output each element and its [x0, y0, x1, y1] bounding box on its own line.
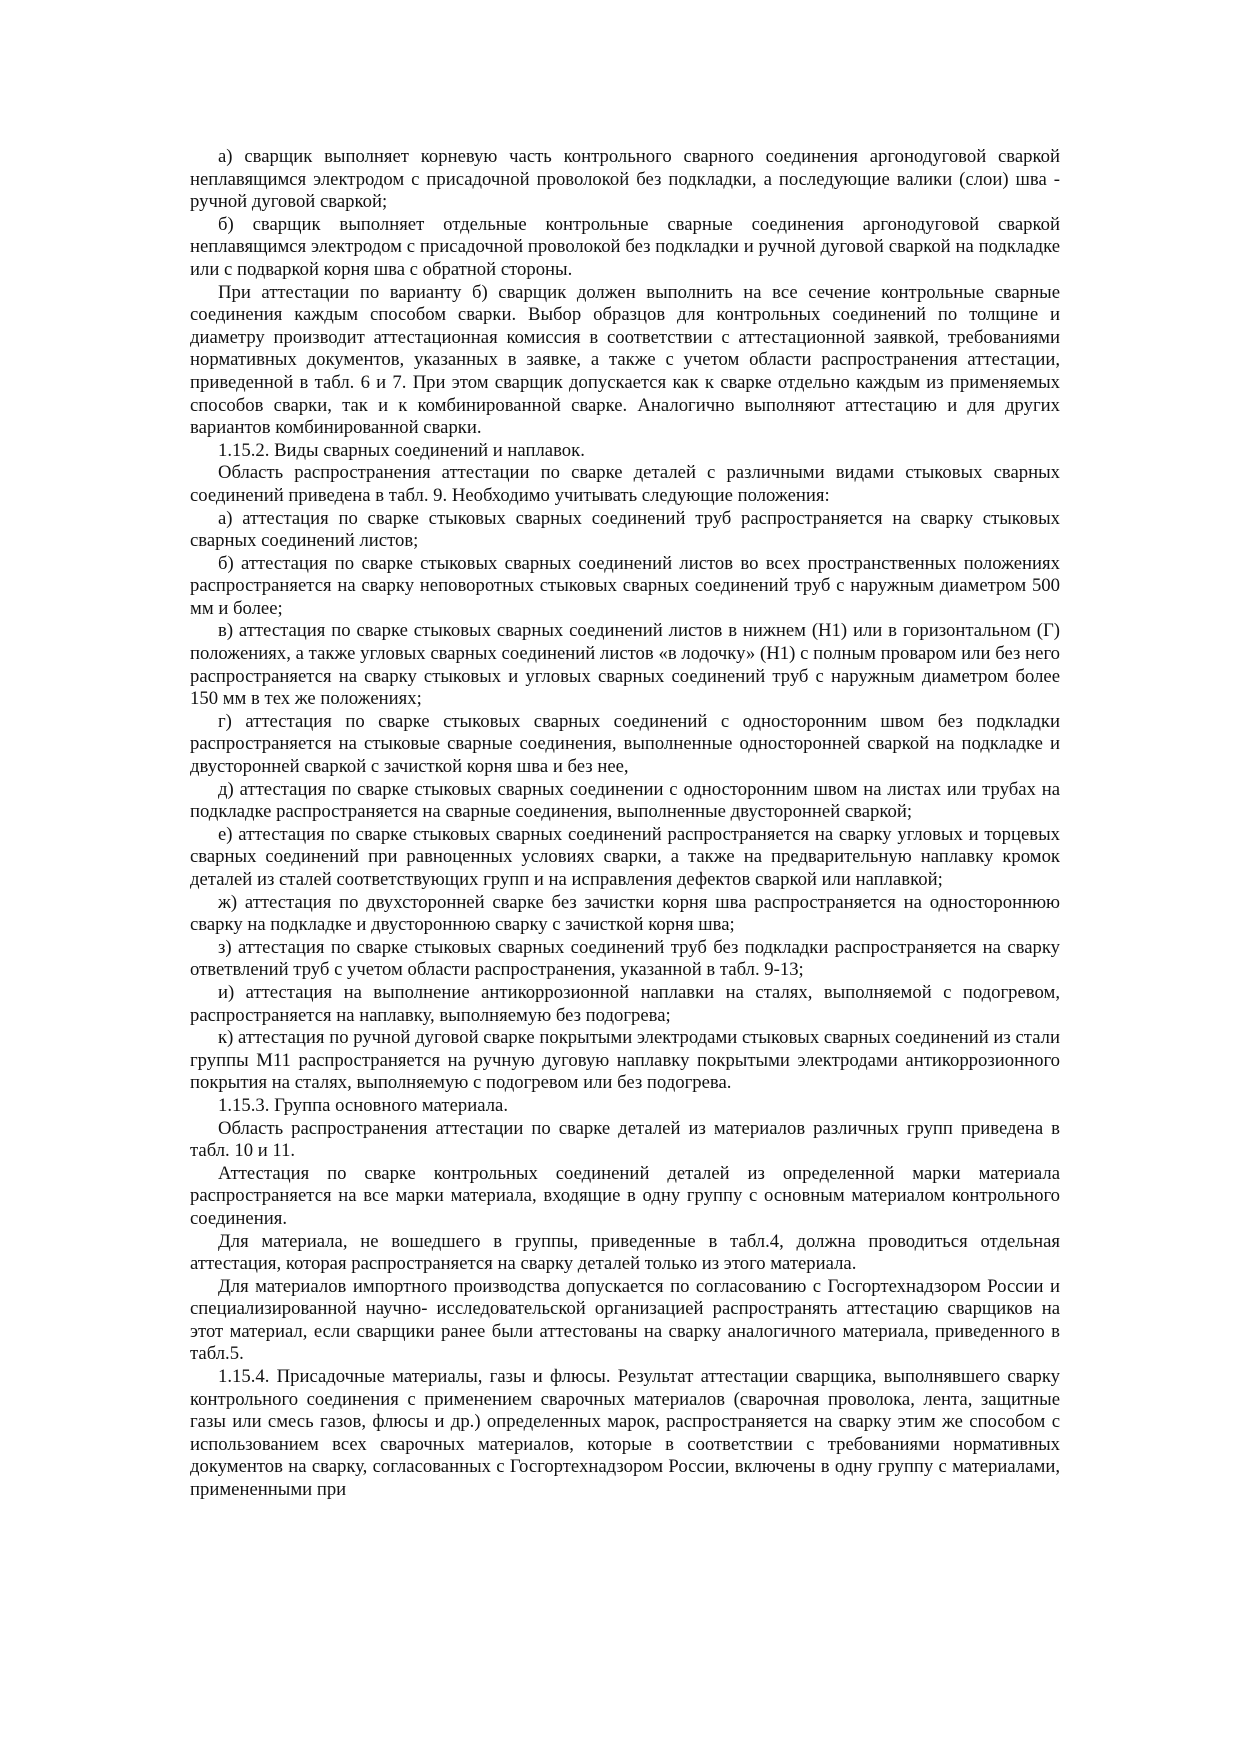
list-item-d: д) аттестация по сварке стыковых сварных соединении с односторонним швом на листах или трубах на подкладке распространяется на сварные соединения, выполненные двусторонней сваркой;: [190, 778, 1060, 823]
paragraph-b-separate-joints: б) сварщик выполняет отдельные контрольные сварные соединения аргонодуговой сваркой неплавящимся электродом с присадочной проволокой без подкладки и ручной дуговой сваркой на подкладке или с подваркой корня шва с обратной стороны.: [190, 213, 1060, 280]
paragraph-a-root-pass: а) сварщик выполняет корневую часть контрольного сварного соединения аргонодуговой сваркой неплавящимся электродом с присадочной проволокой без подкладки, а последующие валики (слои) шва - ручной дуговой сваркой;: [190, 146, 1060, 213]
section-heading-1-15-3: 1.15.3. Группа основного материала.: [218, 1094, 508, 1116]
paragraph-material-grade: Аттестация по сварке контрольных соединений деталей из определенной марки материала распространяется на все марки материала, входящие в одну группу с основным материалом контрольного соединения.: [190, 1162, 1060, 1229]
list-item-e: е) аттестация по сварке стыковых сварных соединений распространяется на сварку угловых и торцевых сварных соединений при равноценных условиях сварки, а также на предварительную наплавку кромок деталей из сталей соответствующих групп и на исправления дефектов сваркой или наплавкой;: [190, 823, 1060, 890]
list-item-z: з) аттестация по сварке стыковых сварных соединений труб без подкладки распространяется на сварку ответвлений труб с учетом области распространения, указанной в табл. 9-13;: [190, 936, 1060, 981]
paragraph-ungrouped-material: Для материала, не вошедшего в группы, приведенные в табл.4, должна проводиться отдельная аттестация, которая распространяется на сварку деталей только из этого материала.: [190, 1230, 1060, 1275]
document-page: [190, 146, 1060, 1502]
list-item-b: б) аттестация по сварке стыковых сварных соединений листов во всех пространственных положениях распространяется на сварку неповоротных стыковых сварных соединений труб с наружным диаметром 500 мм и более;: [190, 552, 1060, 619]
list-item-i: и) аттестация на выполнение антикоррозионной наплавки на сталях, выполняемой с подогревом, распространяется на наплавку, выполняемую без подогрева;: [190, 981, 1060, 1026]
list-item-a: а) аттестация по сварке стыковых сварных соединений труб распространяется на сварку стыковых сварных соединений листов;: [190, 507, 1060, 552]
paragraph-scope-joint-types: Область распространения аттестации по сварке деталей с различными видами стыковых сварных соединений приведена в табл. 9. Необходимо учитывать следующие положения:: [190, 462, 1060, 506]
section-heading-1-15-2: 1.15.2. Виды сварных соединений и наплавок.: [218, 439, 585, 461]
paragraph-material-groups: Область распространения аттестации по сварке деталей из материалов различных групп приведена в табл. 10 и 11.: [190, 1117, 1060, 1162]
list-item-v: в) аттестация по сварке стыковых сварных соединений листов в нижнем (Н1) или в горизонтальном (Г) положениях, а также угловых сварных соединений листов «в лодочку» (Н1) с полным проваром или без него распространяется на сварку стыковых и угловых сварных соединений труб с наружным диаметром более 150 мм в тех же положениях;: [190, 620, 1060, 710]
list-item-k: к) аттестация по ручной дуговой сварке покрытыми электродами стыковых сварных соединений из стали группы М11 распространяется на ручную дуговую наплавку покрытыми электродами антикоррозионного покрытия на сталях, выполняемую с подогревом или без подогрева.: [190, 1027, 1060, 1094]
list-item-g: г) аттестация по сварке стыковых сварных соединений с односторонним швом без подкладки распространяется на стыковые сварные соединения, выполненные односторонней сваркой на подкладке и двусторонней сваркой с зачисткой корня шва и без нее,: [190, 710, 1060, 778]
paragraph-variant-b: При аттестации по варианту б) сварщик должен выполнить на все сечение контрольные сварные соединения каждым способом сварки. Выбор образцов для контрольных соединений по толщине и диаметру производит аттестационная комиссия в соответствии с аттестационной заявкой, требованиями нормативных документов, указанных в заявке, а также с учетом области распространения аттестации, приведенной в табл. 6 и 7. При этом сварщик допускается как к сварке отдельно каждым из применяемых способов сварки, так и к комбинированной сварке. Аналогично выполняют аттестацию и для других вариантов комбинированной сварки.: [190, 281, 1060, 439]
section-1-15-4-filler-materials: 1.15.4. Присадочные материалы, газы и флюсы. Результат аттестации сварщика, выполнявшего сварку контрольного соединения с применением сварочных материалов (сварочная проволока, лента, защитные газы или смесь газов, флюсы и др.) определенных марок, распространяется на сварку этим же способом с использованием всех сварочных материалов, которые в соответствии с требованиями нормативных документов на сварку, согласованных с Госгортехнадзором России, включены в одну группу с материалами, примененными при: [190, 1366, 1060, 1501]
paragraph-imported-materials: Для материалов импортного производства допускается по согласованию с Госгортехнадзором России и специализированной научно- исследовательской организацией распространять аттестацию сварщиков на этот материал, если сварщики ранее были аттестованы на сварку аналогичного материала, приведенного в табл.5.: [190, 1275, 1060, 1365]
list-item-zh: ж) аттестация по двухсторонней сварке без зачистки корня шва распространяется на одностороннюю сварку на подкладке и двустороннюю сварку с зачисткой корня шва;: [190, 891, 1060, 936]
